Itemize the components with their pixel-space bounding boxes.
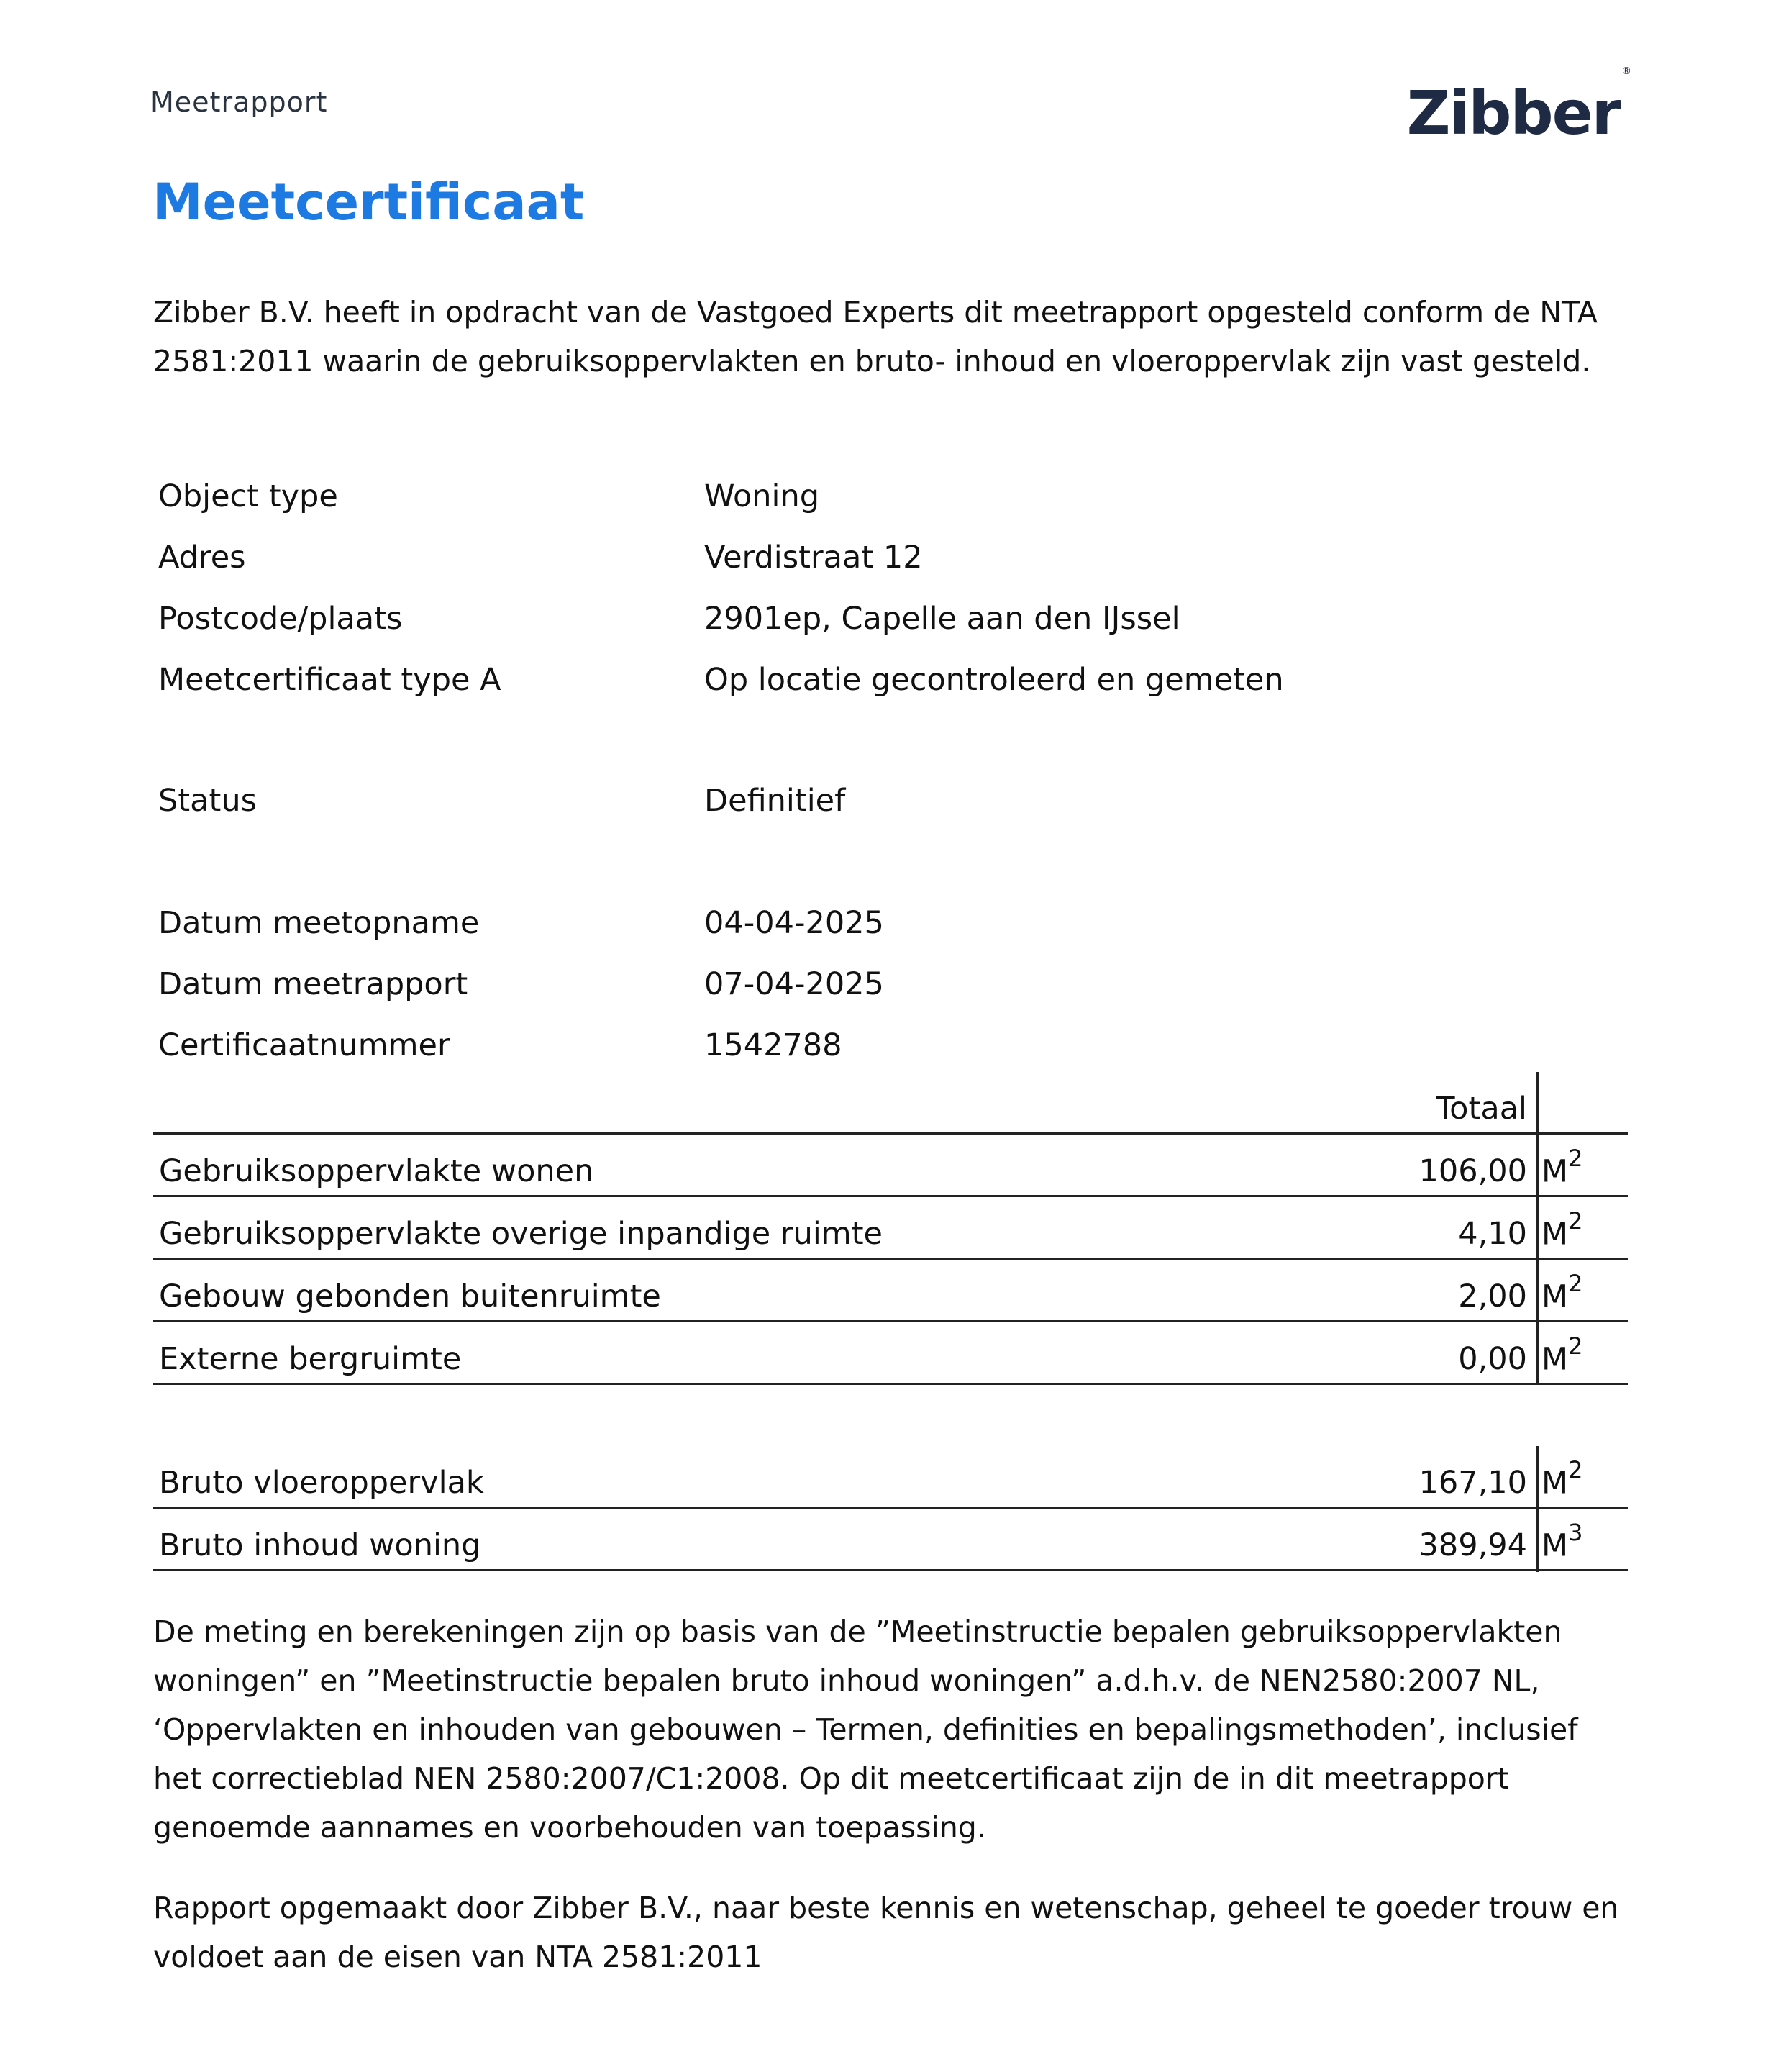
table-row	[153, 1197, 1628, 1260]
unit-exponent: 2	[1568, 1144, 1583, 1172]
row-label: Gebouw gebonden buitenruimte	[159, 1278, 661, 1314]
logo-text: Zibber	[1406, 78, 1620, 148]
unit-base: M	[1541, 1216, 1569, 1252]
info-label: Meetcertificaat type A	[158, 662, 501, 698]
intro-paragraph: Zibber B.V. heeft in opdracht van de Vastgoed Experts dit meetrapport opgesteld conform de NTA 2581:2011 waarin de gebruiksoppervlakten en bruto- inhoud en vloeroppervlak zijn vast gesteld.	[153, 295, 1598, 378]
page-title: Meetcertificaat	[152, 173, 585, 232]
row-value: 389,94	[1418, 1527, 1527, 1563]
table-row	[153, 1135, 1628, 1197]
row-unit	[1541, 1144, 1583, 1189]
row-unit	[1541, 1207, 1583, 1252]
unit-base: M	[1541, 1153, 1569, 1189]
info-value: Definitief	[704, 783, 846, 819]
row-unit	[1541, 1518, 1583, 1563]
registered-mark: ®	[1621, 65, 1630, 77]
info-value: Verdistraat 12	[704, 540, 923, 576]
row-value: 167,10	[1418, 1465, 1527, 1501]
info-label: Object type	[158, 478, 338, 514]
unit-exponent: 2	[1568, 1207, 1583, 1235]
method-paragraph: De meting en berekeningen zijn op basis van de ”Meetinstructie bepalen gebruiksoppervlakten woningen” en ”Meetinstructie bepalen bruto inhoud woningen” a.d.h.v. de NEN2580:2007 NL, ‘Oppervlakten en inhouden van gebouwen – Termen, definities en bepalingsmethoden’, inclusief het correctieblad NEN 2580:2007/C1:2008. Op dit meetcertificaat zijn de in dit meetrapport genoemde aannames en voorbehouden van toepassing.	[153, 1614, 1578, 1845]
unit-base: M	[1541, 1527, 1569, 1563]
row-label: Bruto vloeroppervlak	[159, 1465, 484, 1501]
row-label: Externe bergruimte	[159, 1341, 462, 1377]
info-label: Status	[158, 783, 258, 819]
row-label: Gebruiksoppervlakte wonen	[159, 1153, 594, 1189]
table-header-row	[153, 1072, 1628, 1135]
column-header-totaal: Totaal	[1436, 1091, 1527, 1127]
row-unit	[1541, 1269, 1583, 1314]
table-row	[153, 1509, 1628, 1571]
info-value: 1542788	[704, 1027, 842, 1063]
row-value: 2,00	[1458, 1278, 1527, 1314]
table-row	[153, 1322, 1628, 1385]
volume-table	[153, 1446, 1628, 1572]
info-value: 04-04-2025	[704, 905, 884, 941]
unit-base: M	[1541, 1465, 1569, 1501]
table-row	[153, 1446, 1628, 1509]
zibber-logo	[1406, 65, 1630, 148]
info-value: 2901ep, Capelle aan den IJssel	[704, 601, 1180, 637]
unit-exponent: 3	[1568, 1518, 1583, 1546]
info-value: 07-04-2025	[704, 966, 884, 1002]
row-unit	[1541, 1455, 1583, 1501]
info-label: Datum meetopname	[158, 905, 480, 941]
unit-base: M	[1541, 1278, 1569, 1314]
info-label: Adres	[158, 540, 246, 576]
info-value: Op locatie gecontroleerd en gemeten	[704, 662, 1284, 698]
report-label: Meetrapport	[150, 86, 328, 118]
row-label: Bruto inhoud woning	[159, 1527, 481, 1563]
info-label: Postcode/plaats	[158, 601, 403, 637]
table-row	[153, 1260, 1628, 1322]
signoff-paragraph: Rapport opgemaakt door Zibber B.V., naar beste kennis en wetenschap, geheel te goeder trouw en voldoet aan de eisen van NTA 2581:2011	[153, 1891, 1619, 1974]
info-label: Datum meetrapport	[158, 966, 468, 1002]
unit-exponent: 2	[1568, 1455, 1583, 1483]
unit-exponent: 2	[1568, 1269, 1583, 1297]
row-value: 0,00	[1458, 1341, 1527, 1377]
info-value: Woning	[704, 478, 820, 514]
row-label: Gebruiksoppervlakte overige inpandige ruimte	[159, 1216, 883, 1252]
unit-exponent: 2	[1568, 1332, 1583, 1360]
area-table	[153, 1072, 1628, 1385]
row-value: 106,00	[1418, 1153, 1527, 1189]
unit-base: M	[1541, 1341, 1569, 1377]
row-unit	[1541, 1332, 1583, 1377]
row-value: 4,10	[1458, 1216, 1527, 1252]
info-label: Certificaatnummer	[158, 1027, 450, 1063]
